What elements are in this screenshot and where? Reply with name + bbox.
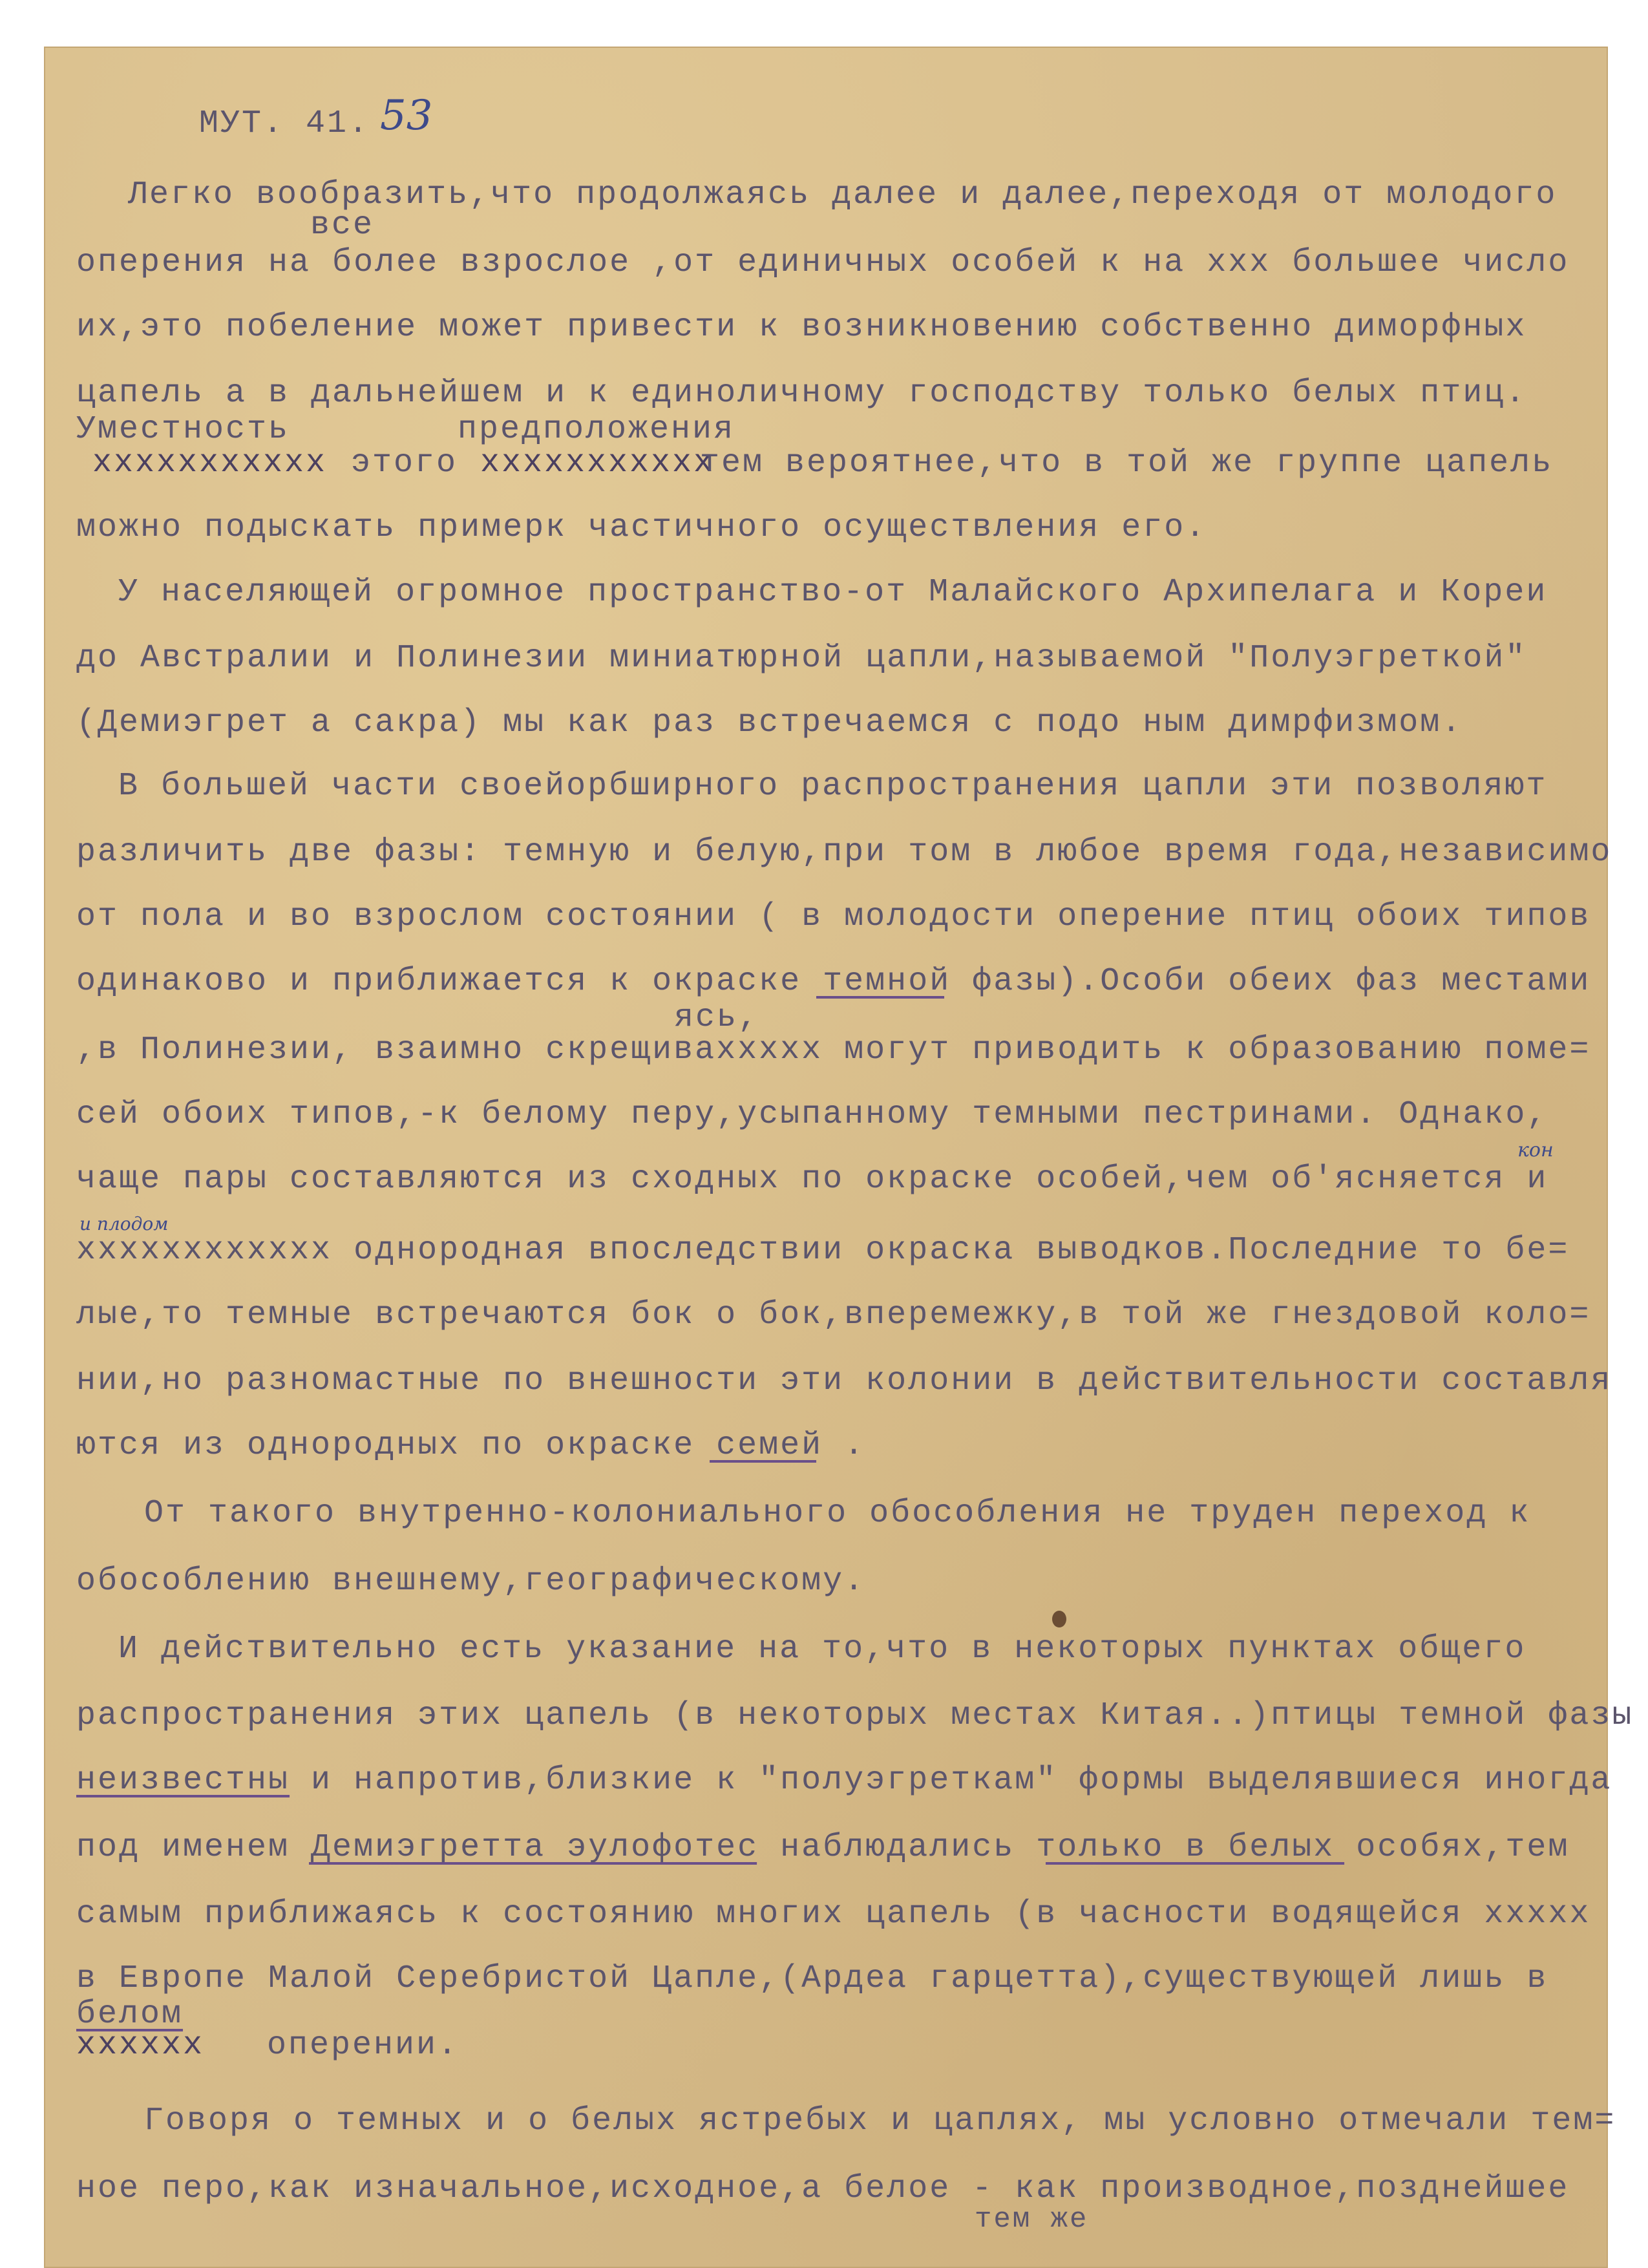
text-line: оперения на более взрослое ,от единичных особей к на ххх большее число	[76, 244, 1570, 281]
text-line: можно подыскать примерк частичного осуществления его.	[76, 509, 1207, 546]
margin-note: кон	[1517, 1139, 1554, 1161]
underlined-word	[1046, 1832, 1344, 1864]
struck-text: ххххххххххх	[480, 445, 715, 482]
underlined-word	[76, 1765, 290, 1797]
text-line: сей обоих типов,-к белому перу,усыпанному темными пестринами. Однако,	[76, 1096, 1548, 1133]
text-line: распространения этих цапель (в некоторых местах Китая..)птицы темной фазы	[76, 1697, 1634, 1734]
text-line: ное перо,как изначальное,исходное,а белое - как производное,позднейшее	[76, 2170, 1570, 2207]
text-line: под именем Демиэгретта эулофотес наблюдались только в белых особях,тем	[76, 1829, 1570, 1866]
margin-note: и плодом	[79, 1213, 169, 1235]
underlined-word	[309, 1832, 757, 1864]
text-line: самым приближаясь к состоянию многих цапель (в часности водящейся ххххх	[76, 1896, 1591, 1933]
text-line: У населяющей огромное пространство-от Малайского Архипелага и Кореи	[118, 574, 1548, 611]
text-line: Говоря о темных и о белых ястребых и цаплях, мы условно отмечали тем=	[144, 2103, 1616, 2139]
text-line: ,в Полинезии, взаимно скрещиваххххх могут приводить к образованию поме=	[76, 1032, 1591, 1068]
page-number-handwritten: 53	[380, 92, 433, 140]
inserted-word: тем же	[975, 2203, 1089, 2236]
text-line: хххххххххххх однородная впоследствии окраска выводков.Последние то бе=	[76, 1232, 1570, 1269]
text-line: ются из однородных по окраске семей .	[76, 1427, 866, 1464]
text-line: тем вероятнее,что в той же группе цапель	[700, 445, 1554, 482]
text-line: одинаково и приближается к окраске темной фазы).Особи обеих фаз местами	[76, 963, 1591, 1000]
text-line: от пола и во взрослом состоянии ( в молодости оперение птиц обоих типов	[76, 898, 1591, 935]
text-line: этого	[351, 445, 458, 482]
paper-hole	[1052, 1611, 1066, 1627]
underlined-word	[76, 1998, 183, 2031]
inserted-word: белом	[76, 1996, 184, 2033]
struck-text: ххххххххххх	[92, 445, 328, 482]
text-line: (Демиэгрет а сакра) мы как раз встречаемся с подо ным димрфизмом.	[76, 705, 1463, 741]
underlined-word	[816, 966, 944, 998]
underlined-word	[710, 1430, 816, 1462]
inserted-word: все	[310, 207, 375, 244]
text-line: нии,но разномастные по внешности эти колонии в действительности составля	[76, 1362, 1612, 1399]
text-line: различить две фазы: темную и белую,при том в любое время года,независимо	[76, 834, 1612, 871]
text-line: лые,то темные встречаются бок о бок,вперемежку,в той же гнездовой коло=	[76, 1297, 1591, 1333]
text-line: чаще пары составляются из сходных по окраске особей,чем об'ясняется и	[76, 1161, 1548, 1198]
inserted-word: предположения	[458, 411, 735, 448]
document-reference: МУТ. 41.	[199, 105, 370, 142]
text-line: цапель а в дальнейшем и к единоличному господству только белых птиц.	[76, 375, 1527, 412]
text-line: От такого внутренно-колониального обособления не труден переход к	[144, 1495, 1531, 1532]
text-line: до Австралии и Полинезии миниатюрной цапли,называемой "Полуэгреткой"	[76, 640, 1527, 677]
inserted-word: ясь,	[674, 999, 760, 1036]
paper-sheet	[44, 47, 1634, 2268]
text-line: И действительно есть указание на то,что в некоторых пунктах общего	[118, 1631, 1527, 1668]
text-line: в Европе Малой Серебристой Цапле,(Ардеа гарцетта),существующей лишь в	[76, 1960, 1548, 1997]
text-line: оперении.	[267, 2027, 460, 2064]
text-line: неизвестны и напротив,близкие к "полуэгреткам" формы выделявшиеся иногда	[76, 1762, 1612, 1799]
inserted-word: Уместность	[76, 411, 290, 448]
struck-text: хххххх	[76, 2027, 205, 2064]
text-line: В большей части своейорбширного распространения цапли эти позволяют	[118, 768, 1548, 805]
text-line: обособлению внешнему,географическому.	[76, 1563, 866, 1600]
text-line: их,это побеление может привести к возникновению собственно диморфных	[76, 309, 1527, 346]
text-line: Легко вообразить,что продолжаясь далее и далее,переходя от молодого	[128, 176, 1558, 213]
